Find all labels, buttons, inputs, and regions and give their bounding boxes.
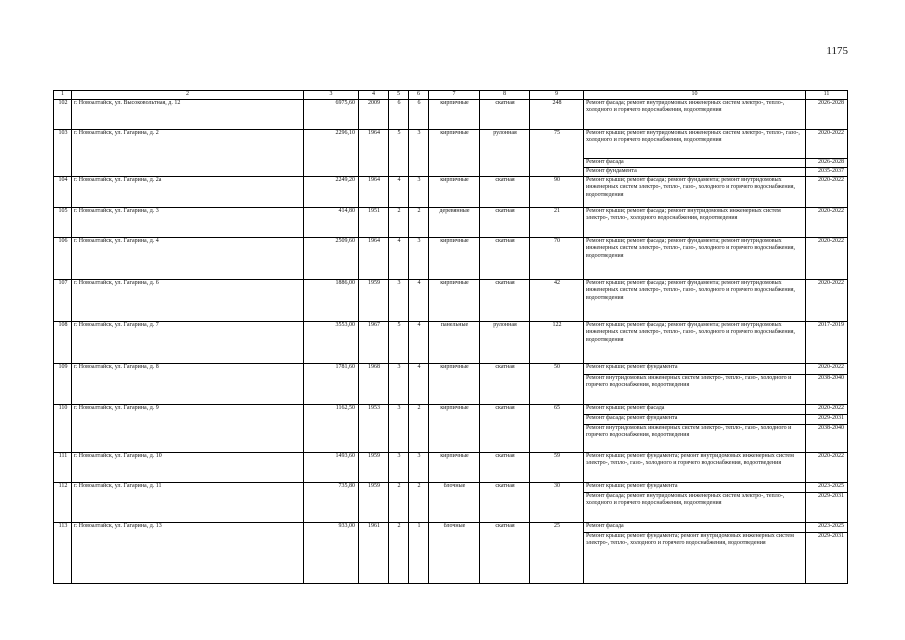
cell-works: Ремонт фасада; ремонт внутридомовых инженерных систем электро-, тепло-, холодного и горячего водоснабжения, водоотведения — [584, 492, 806, 522]
cell-area: 2509,60 — [304, 237, 359, 279]
cell-address: г. Новоалтайск, ул. Гагарина, д. 13 — [72, 522, 304, 583]
cell-area: 1493,60 — [304, 452, 359, 482]
cell-area: 6975,60 — [304, 99, 359, 129]
table-row — [54, 129, 848, 158]
cell-address: г. Новоалтайск, ул. Гагарина, д. 2 — [72, 129, 304, 176]
cell-n: 112 — [54, 482, 72, 522]
cell-year: 1967 — [359, 321, 389, 363]
cell-walls: кирпичные — [429, 452, 480, 482]
cell-n: 106 — [54, 237, 72, 279]
column-header: 3 — [304, 91, 359, 100]
cell-n: 113 — [54, 522, 72, 583]
cell-area: 1886,00 — [304, 279, 359, 321]
cell-works: Ремонт крыши; ремонт фасада; ремонт фундамента; ремонт внутридомовых инженерных систем электро-, тепло-, газо-, холодного и горячего водоснабжения, водоотведения — [584, 279, 806, 321]
cell-roof: скатная — [480, 99, 530, 129]
cell-period: 2020-2022 — [806, 279, 848, 321]
cell-apartments: 90 — [530, 176, 584, 207]
cell-n: 104 — [54, 176, 72, 207]
cell-entrances: 3 — [409, 452, 429, 482]
cell-address: г. Новоалтайск, ул. Гагарина, д. 9 — [72, 404, 304, 452]
cell-works: Ремонт крыши; ремонт фундамента — [584, 363, 806, 374]
cell-year: 1964 — [359, 129, 389, 176]
cell-n: 108 — [54, 321, 72, 363]
cell-address: г. Новоалтайск, ул. Гагарина, д. 6 — [72, 279, 304, 321]
table-row — [54, 404, 848, 414]
cell-period: 2020-2022 — [806, 207, 848, 237]
cell-entrances: 2 — [409, 404, 429, 452]
cell-floors: 4 — [389, 237, 409, 279]
cell-n: 111 — [54, 452, 72, 482]
cell-floors: 6 — [389, 99, 409, 129]
cell-floors: 3 — [389, 363, 409, 404]
cell-period: 2020-2022 — [806, 176, 848, 207]
cell-period: 2026-2028 — [806, 158, 848, 167]
cell-floors: 2 — [389, 207, 409, 237]
cell-period: 2023-2025 — [806, 522, 848, 532]
cell-period: 2020-2022 — [806, 363, 848, 374]
cell-roof: скатная — [480, 207, 530, 237]
cell-entrances: 4 — [409, 363, 429, 404]
cell-apartments: 42 — [530, 279, 584, 321]
cell-address: г. Новоалтайск, ул. Гагарина, д. 3 — [72, 207, 304, 237]
cell-apartments: 50 — [530, 363, 584, 404]
cell-entrances: 3 — [409, 237, 429, 279]
cell-n: 109 — [54, 363, 72, 404]
cell-works: Ремонт фасада — [584, 158, 806, 167]
cell-walls: кирпичные — [429, 129, 480, 176]
cell-entrances: 4 — [409, 321, 429, 363]
table-row — [54, 522, 848, 532]
cell-roof: скатная — [480, 279, 530, 321]
cell-area: 3553,00 — [304, 321, 359, 363]
cell-n: 102 — [54, 99, 72, 129]
cell-area: 414,80 — [304, 207, 359, 237]
cell-year: 1964 — [359, 176, 389, 207]
cell-works: Ремонт внутридомовых инженерных систем электро-, тепло-, газо-, холодного и горячего водоснабжения, водоотведения — [584, 374, 806, 404]
table-row — [54, 176, 848, 207]
table-row — [54, 482, 848, 492]
cell-floors: 5 — [389, 321, 409, 363]
cell-entrances: 4 — [409, 279, 429, 321]
cell-roof: скатная — [480, 237, 530, 279]
cell-walls: кирпичные — [429, 237, 480, 279]
cell-floors: 3 — [389, 452, 409, 482]
column-header: 10 — [584, 91, 806, 100]
cell-roof: скатная — [480, 452, 530, 482]
cell-year: 1959 — [359, 452, 389, 482]
cell-works: Ремонт фасада; ремонт фундамента — [584, 414, 806, 424]
cell-floors: 5 — [389, 129, 409, 176]
cell-period: 2023-2025 — [806, 482, 848, 492]
table-row — [54, 237, 848, 279]
cell-period: 2026-2028 — [806, 99, 848, 129]
cell-works: Ремонт крыши; ремонт фасада — [584, 404, 806, 414]
cell-period: 2038-2040 — [806, 424, 848, 452]
table-row — [54, 207, 848, 237]
cell-roof: скатная — [480, 404, 530, 452]
cell-entrances: 3 — [409, 176, 429, 207]
cell-period: 2020-2022 — [806, 129, 848, 158]
cell-n: 105 — [54, 207, 72, 237]
column-header: 4 — [359, 91, 389, 100]
cell-walls: блочные — [429, 482, 480, 522]
cell-n: 107 — [54, 279, 72, 321]
cell-address: г. Новоалтайск, ул. Гагарина, д. 11 — [72, 482, 304, 522]
cell-walls: кирпичные — [429, 404, 480, 452]
table-row — [54, 321, 848, 363]
column-header: 5 — [389, 91, 409, 100]
page-number: 1175 — [826, 45, 848, 57]
cell-works: Ремонт крыши; ремонт фасада; ремонт фундамента; ремонт внутридомовых инженерных систем электро-, тепло-, газо-, холодного и горячего водоснабжения, водоотведения — [584, 237, 806, 279]
cell-walls: панельные — [429, 321, 480, 363]
cell-address: г. Новоалтайск, ул. Гагарина, д. 7 — [72, 321, 304, 363]
cell-year: 1959 — [359, 482, 389, 522]
cell-area: 1162,50 — [304, 404, 359, 452]
column-header: 8 — [480, 91, 530, 100]
cell-floors: 2 — [389, 482, 409, 522]
cell-walls: кирпичные — [429, 176, 480, 207]
cell-period: 2029-2031 — [806, 414, 848, 424]
cell-works: Ремонт фундамента — [584, 167, 806, 176]
cell-floors: 3 — [389, 404, 409, 452]
cell-year: 2009 — [359, 99, 389, 129]
cell-floors: 2 — [389, 522, 409, 583]
cell-apartments: 59 — [530, 452, 584, 482]
cell-entrances: 2 — [409, 482, 429, 522]
cell-walls: кирпичные — [429, 99, 480, 129]
cell-year: 1959 — [359, 279, 389, 321]
cell-n: 103 — [54, 129, 72, 176]
header-row — [54, 91, 848, 100]
cell-roof: скатная — [480, 482, 530, 522]
cell-works: Ремонт крыши; ремонт внутридомовых инженерных систем электро-, тепло-, газо-, холодного и горячего водоснабжения, водоотведения — [584, 129, 806, 158]
column-header: 11 — [806, 91, 848, 100]
cell-apartments: 248 — [530, 99, 584, 129]
cell-address: г. Новоалтайск, ул. Гагарина, д. 2а — [72, 176, 304, 207]
cell-roof: рулонная — [480, 321, 530, 363]
cell-area: 933,00 — [304, 522, 359, 583]
cell-address: г. Новоалтайск, ул. Гагарина, д. 8 — [72, 363, 304, 404]
cell-n: 110 — [54, 404, 72, 452]
cell-roof: скатная — [480, 363, 530, 404]
column-header: 2 — [72, 91, 304, 100]
cell-area: 735,80 — [304, 482, 359, 522]
column-header: 1 — [54, 91, 72, 100]
cell-floors: 4 — [389, 176, 409, 207]
cell-works: Ремонт крыши; ремонт фасада; ремонт фундамента; ремонт внутридомовых инженерных систем электро-, тепло-, газо-, холодного и горячего водоснабжения, водоотведения — [584, 176, 806, 207]
cell-period: 2020-2022 — [806, 237, 848, 279]
cell-apartments: 65 — [530, 404, 584, 452]
cell-entrances: 3 — [409, 129, 429, 176]
cell-works: Ремонт фасада; ремонт внутридомовых инженерных систем электро-, тепло-, холодного и горячего водоснабжения, водоотведения — [584, 99, 806, 129]
cell-works: Ремонт крыши; ремонт фундамента — [584, 482, 806, 492]
cell-roof: рулонная — [480, 129, 530, 176]
cell-works: Ремонт крыши; ремонт фасада; ремонт внутридомовых инженерных систем электро-, тепло-, холодного водоснабжения, водоотведения — [584, 207, 806, 237]
column-header: 9 — [530, 91, 584, 100]
cell-works: Ремонт крыши; ремонт фасада; ремонт фундамента; ремонт внутридомовых инженерных систем электро-, тепло-, газо-, холодного и горячего водоснабжения, водоотведения — [584, 321, 806, 363]
housing-repair-table — [53, 90, 848, 584]
cell-works: Ремонт фасада — [584, 522, 806, 532]
cell-area: 2296,10 — [304, 129, 359, 176]
cell-works: Ремонт крыши; ремонт фундамента; ремонт внутридомовых инженерных систем электро-, тепло-, газо-, холодного и горячего водоснабжения, водоотведения — [584, 452, 806, 482]
cell-address: г. Новоалтайск, ул. Гагарина, д. 4 — [72, 237, 304, 279]
cell-year: 1953 — [359, 404, 389, 452]
table-row — [54, 452, 848, 482]
cell-entrances: 2 — [409, 207, 429, 237]
cell-year: 1961 — [359, 522, 389, 583]
cell-apartments: 75 — [530, 129, 584, 176]
cell-period: 2020-2022 — [806, 452, 848, 482]
cell-period: 2020-2022 — [806, 404, 848, 414]
cell-walls: блочные — [429, 522, 480, 583]
cell-apartments: 25 — [530, 522, 584, 583]
cell-address: г. Новоалтайск, ул. Высоковольтная, д. 12 — [72, 99, 304, 129]
cell-year: 1968 — [359, 363, 389, 404]
cell-period: 2017-2019 — [806, 321, 848, 363]
cell-period: 2029-2031 — [806, 492, 848, 522]
cell-area: 1781,60 — [304, 363, 359, 404]
cell-apartments: 30 — [530, 482, 584, 522]
cell-floors: 3 — [389, 279, 409, 321]
cell-entrances: 1 — [409, 522, 429, 583]
cell-entrances: 6 — [409, 99, 429, 129]
cell-apartments: 70 — [530, 237, 584, 279]
cell-walls: кирпичные — [429, 363, 480, 404]
cell-period: 2035-2037 — [806, 167, 848, 176]
cell-year: 1951 — [359, 207, 389, 237]
cell-year: 1964 — [359, 237, 389, 279]
column-header: 6 — [409, 91, 429, 100]
cell-apartments: 21 — [530, 207, 584, 237]
cell-works: Ремонт внутридомовых инженерных систем электро-, тепло-, газо-, холодного и горячего водоснабжения, водоотведения — [584, 424, 806, 452]
cell-works: Ремонт крыши; ремонт фундамента; ремонт внутридомовых инженерных систем электро-, тепло-, холодного и горячего водоснабжения, водоотведения — [584, 532, 806, 583]
cell-roof: скатная — [480, 176, 530, 207]
cell-period: 2029-2031 — [806, 532, 848, 583]
cell-roof: скатная — [480, 522, 530, 583]
cell-walls: деревянные — [429, 207, 480, 237]
cell-area: 2249,20 — [304, 176, 359, 207]
table-row — [54, 279, 848, 321]
cell-walls: кирпичные — [429, 279, 480, 321]
column-header: 7 — [429, 91, 480, 100]
cell-period: 2038-2040 — [806, 374, 848, 404]
table-row — [54, 99, 848, 129]
cell-apartments: 122 — [530, 321, 584, 363]
table-row — [54, 363, 848, 374]
cell-address: г. Новоалтайск, ул. Гагарина, д. 10 — [72, 452, 304, 482]
